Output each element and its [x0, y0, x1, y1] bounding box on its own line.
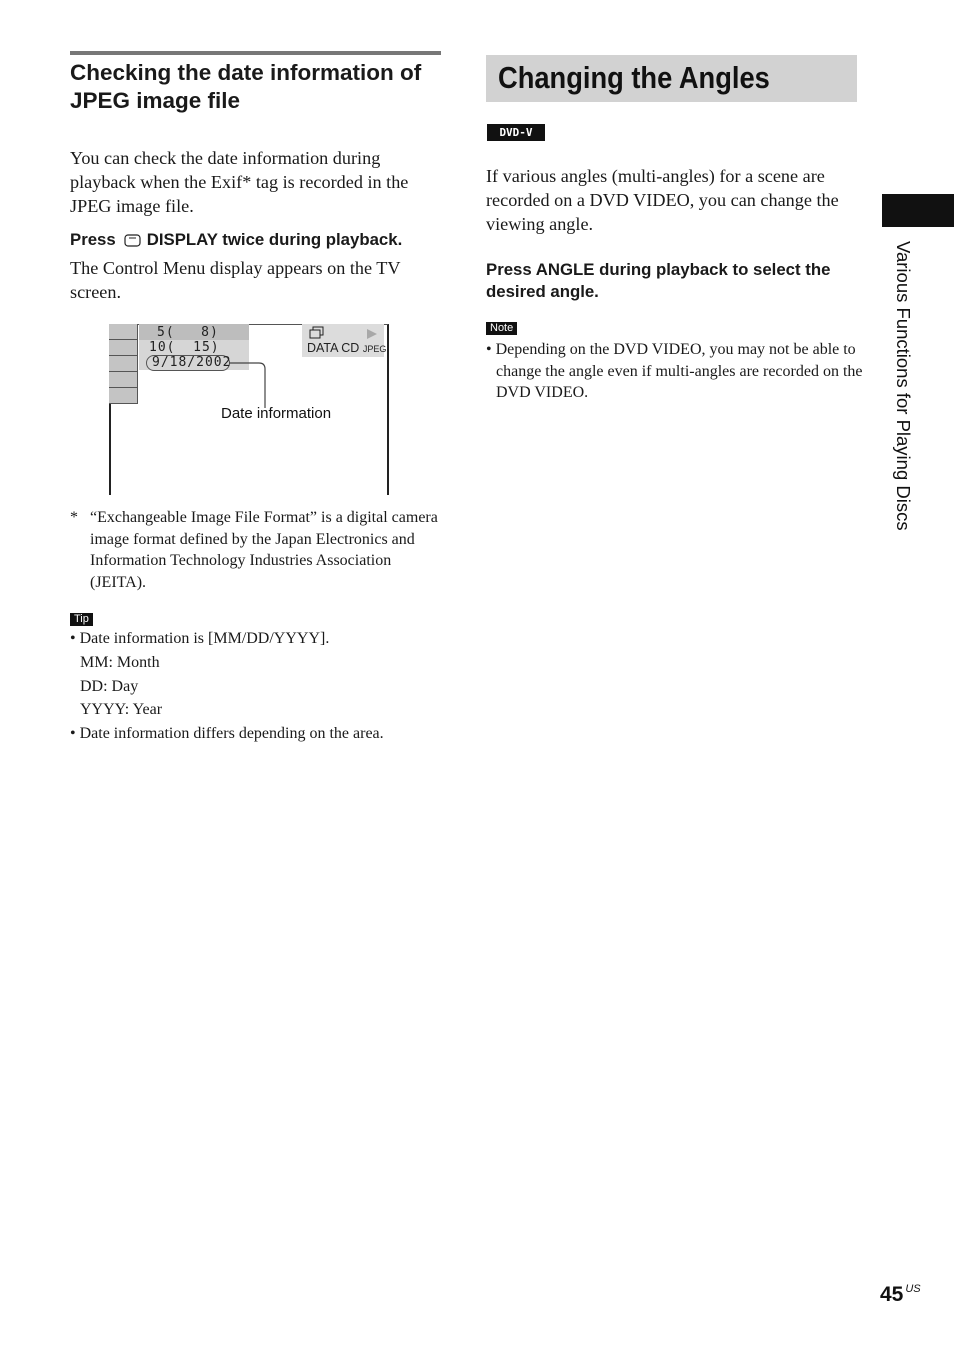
- disc-type-badge: DVD-V: [487, 124, 545, 141]
- step-instruction: [70, 229, 450, 253]
- page-region-suffix: US: [905, 1283, 921, 1295]
- folder-number: 5( 8): [157, 325, 219, 340]
- intro-paragraph: You can check the date information during playback when the Exif* tag is recorded in the JPEG image file.: [70, 148, 409, 216]
- page-number: [880, 1283, 921, 1307]
- angles-intro-paragraph: If various angles (multi-angles) for a scene are recorded on a DVD VIDEO, you can change the viewing angle.: [486, 166, 839, 234]
- tip-badge: Tip: [70, 613, 93, 626]
- note-badge: Note: [486, 322, 517, 335]
- tip-item: • Date information is [MM/DD/YYYY].: [70, 630, 330, 647]
- chapter-tab-marker: [882, 194, 954, 227]
- note-text: • Depending on the DVD VIDEO, you may not be able to change the angle even if multi-angles are recorded on the DVD VIDEO.: [486, 341, 863, 401]
- file-number: 10( 15): [149, 340, 220, 355]
- tip-detail: DD: Day: [80, 678, 139, 695]
- step-prefix: Press: [70, 230, 116, 249]
- section-title-bar: [486, 55, 857, 102]
- tip-item: • Date information differs depending on the area.: [70, 725, 384, 742]
- page-number-value: 45: [880, 1283, 904, 1306]
- chapter-side-label-text: Various Functions for Playing Discs: [893, 241, 914, 531]
- section-title: Changing the Angles: [498, 60, 770, 95]
- angles-step-instruction: Press ANGLE during playback to select the desired angle.: [486, 260, 831, 301]
- footnote-text: “Exchangeable Image File Format” is a digital camera image format defined by the Japan Electronics and Information Technology Industries Association (JEITA).: [90, 509, 438, 591]
- chapter-side-label: [884, 241, 924, 621]
- tip-detail: YYYY: Year: [80, 701, 163, 718]
- section-heading: Checking the date information of JPEG image file: [70, 60, 422, 113]
- date-value: 9/18/2002: [152, 355, 232, 370]
- display-button-icon: [124, 231, 141, 253]
- footnote-marker: *: [70, 509, 78, 526]
- control-menu-illustration: [109, 324, 387, 494]
- media-sub-label: JPEG: [362, 344, 387, 354]
- result-paragraph: The Control Menu display appears on the TV screen.: [70, 258, 401, 302]
- step-suffix: DISPLAY twice during playback.: [146, 230, 403, 249]
- section-rule: [70, 51, 441, 55]
- media-label: DATA CD: [307, 341, 360, 355]
- tip-detail: MM: Month: [80, 654, 160, 671]
- callout-label: Date information: [221, 405, 332, 422]
